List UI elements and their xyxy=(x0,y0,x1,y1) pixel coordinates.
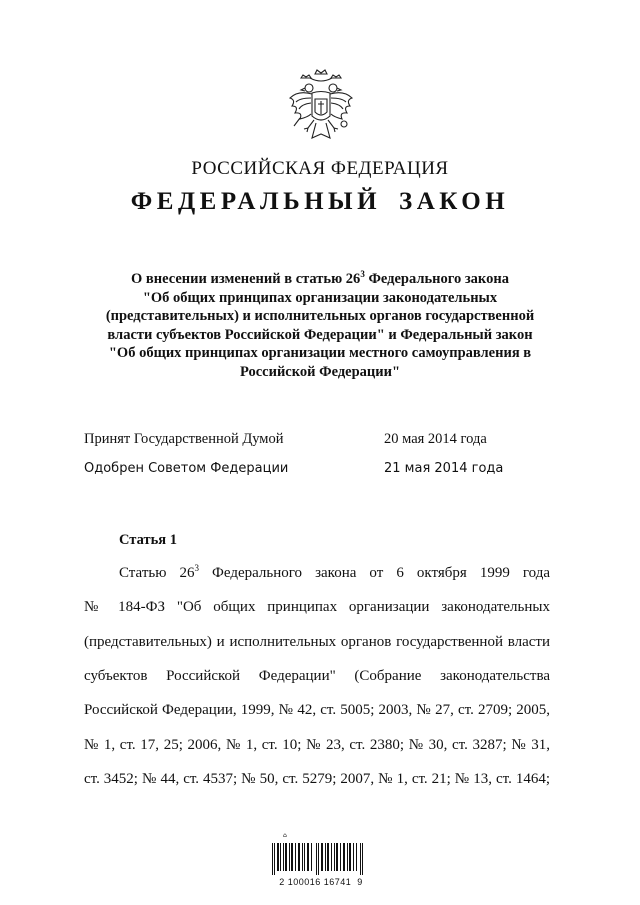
article-text-line: № 184-ФЗ "Об общих принципах организации законодательных xyxy=(84,599,550,615)
coat-of-arms-emblem xyxy=(286,68,356,146)
council-approval-label: Одобрен Советом Федерации xyxy=(84,461,289,476)
article-text-line: № 1, ст. 17, 25; 2006, № 1, ст. 10; № 23, ст. 2380; № 30, ст. 3287; № 31, xyxy=(84,737,550,753)
law-title-line: "Об общих принципах организации законодательных xyxy=(142,289,498,306)
law-title xyxy=(90,270,550,382)
law-title-line: О внесении изменений в статью $26^3$ Федерального закона xyxy=(131,269,509,287)
article-text-line: Российской Федерации, 1999, № 42, ст. 5005; 2003, № 27, ст. 2709; 2005, xyxy=(84,702,550,718)
article-text-line: (представительных) и исполнительных органов государственной власти xyxy=(84,634,550,650)
law-title-line: "Об общих принципах организации местного самоуправления в xyxy=(108,345,532,362)
duma-adoption-label: Принят Государственной Думой xyxy=(84,431,284,447)
article-text-line: ст. 3452; № 44, ст. 4537; № 50, ст. 5279; 2007, № 1, ст. 21; № 13, ст. 1464; xyxy=(84,771,550,787)
document-type-word-1: ФЕДЕРАЛЬНЫЙ xyxy=(130,188,382,215)
document-type-word-2: ЗАКОН xyxy=(399,188,510,215)
barcode-mark-icon: ⌂ xyxy=(283,832,287,839)
law-title-line: (представительных) и исполнительных органов государственной xyxy=(105,308,535,325)
duma-adoption-date: 20 мая 2014 года xyxy=(384,431,487,447)
article-text-line: субъектов Российской Федерации" (Собрание законодательства xyxy=(84,668,550,684)
state-name: РОССИЙСКАЯ ФЕДЕРАЦИЯ xyxy=(191,158,449,179)
law-title-line: Российской Федерации" xyxy=(239,363,401,380)
barcode xyxy=(272,843,364,875)
council-approval-date: 21 мая 2014 года xyxy=(384,461,504,476)
barcode-number: 2 100016 16741 9 xyxy=(279,877,363,887)
article-title: Статья 1 xyxy=(119,532,177,548)
law-title-line: власти субъектов Российской Федерации" и Федеральный закон xyxy=(107,326,533,343)
document-type-heading xyxy=(0,188,640,216)
article-text-line: Статью $26^3$ Федерального закона от 6 октября 1999 года xyxy=(119,563,550,581)
